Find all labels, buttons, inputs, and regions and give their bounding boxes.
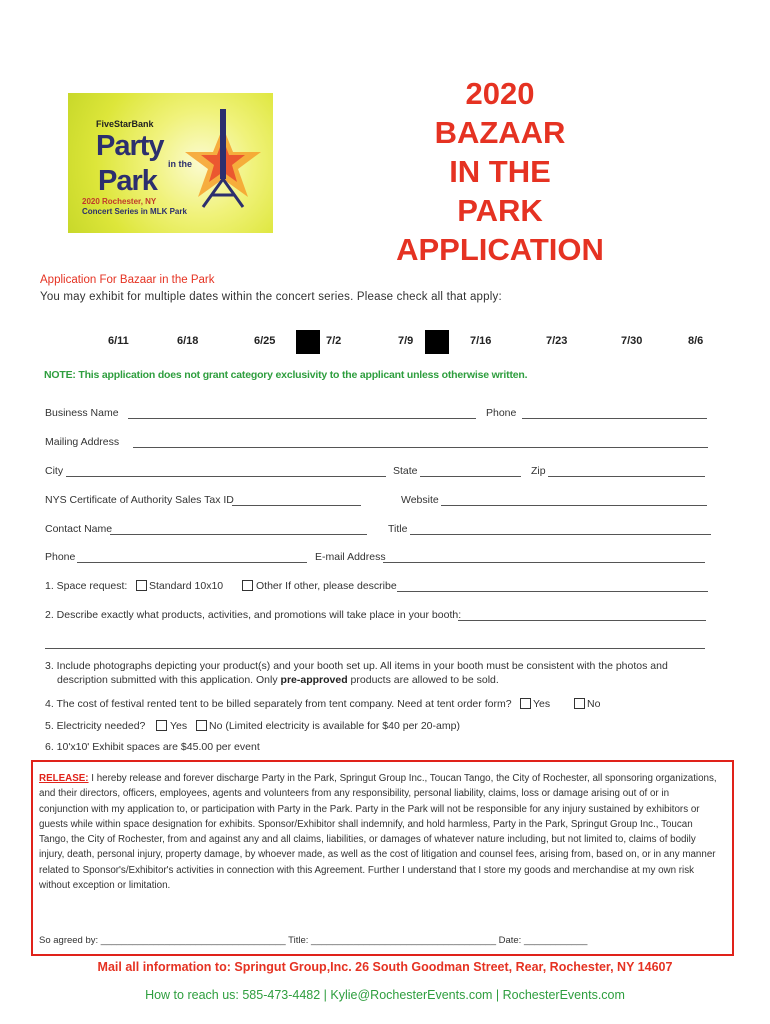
electricity-no-checkbox[interactable] [196, 720, 207, 731]
mailing-address-label: Mailing Address [45, 436, 120, 448]
title-line-3: IN THE [449, 154, 551, 189]
release-body: I hereby release and forever discharge Party in the Park, Springut Group Inc., Toucan Tango, the City of Rochester, all sponsoring organizations, and their directors, officers, employees, agents and volunteers from any responsibility, personal liability, claims, loss or damage arising out of or in conjunction with my application to, or participation with Party in the Park. Party in the Park will not be responsible for any injury sustained by exhibitors or guests while within space designation for exhibits. Sponsor/Exhibitor shall indemnify, and hold harmless, Party in the Park, Springut Group Inc., Toucan Tango, the City of Rochester, from and against any and all claims, liabilities, or damages of whatever nature including, but not limited to, claims of bodily injury, death, personal injury, property damage, by whoever made, as well as the cost of litigation and counsel fees, arising from, based on, or in any manner related to Sponsor's/Exhibitor's activities in connection with this Agreement. Further I understand that I store my goods and merchandise at my own risk without exception or limitation. [39, 773, 717, 892]
logo-line3: Park [98, 165, 157, 197]
q4-label: 4. The cost of festival rented tent to be billed separately from tent company. Need at tent order form? [45, 698, 512, 710]
q2-field-1[interactable] [458, 620, 706, 621]
date-7-23: 7/23 [546, 335, 568, 347]
q3-line2-pre: description submitted with this application. Only [57, 674, 281, 686]
logo-sub1: 2020 Rochester, NY [82, 197, 157, 206]
date-6-11: 6/11 [108, 335, 129, 347]
logo-line1: Party [96, 130, 164, 162]
nys-cert-field[interactable] [232, 505, 361, 506]
q2-field-2[interactable] [45, 648, 705, 649]
email-label: E-mail Address [315, 551, 386, 563]
standard-10x10-label: Standard 10x10 [149, 580, 224, 592]
date-6-25: 6/25 [254, 335, 276, 347]
contact-name-label: Contact Name [45, 523, 113, 535]
q3-line1: 3. Include photographs depicting your product(s) and your booth set up. All items in your booth must be consistent with the photos and [45, 660, 668, 672]
title-line-2: BAZAAR [434, 115, 566, 150]
release-text [39, 771, 719, 893]
tent-no-checkbox[interactable] [574, 698, 585, 709]
intro-text: You may exhibit for multiple dates within the concert series. Please check all that apply: [40, 291, 502, 303]
standard-10x10-checkbox[interactable] [136, 580, 147, 591]
mailing-address-field[interactable] [133, 447, 708, 448]
city-label: City [45, 465, 64, 477]
application-heading: Application For Bazaar in the Park [40, 274, 215, 286]
q3-line2 [57, 674, 499, 686]
contact-info: How to reach us: 585-473-4482 | Kylie@RochesterEvents.com | RochesterEvents.com [145, 988, 625, 1002]
state-label: State [393, 465, 418, 477]
date-6-18: 6/18 [177, 335, 199, 347]
electricity-yes-label: Yes [170, 720, 188, 732]
phone-field[interactable] [522, 418, 707, 419]
title-line-4: PARK [457, 193, 543, 228]
website-field[interactable] [441, 505, 707, 506]
q3-pre-approved: pre-approved [280, 674, 348, 686]
zip-field[interactable] [548, 476, 705, 477]
other-space-field[interactable] [397, 591, 708, 592]
tent-yes-label: Yes [533, 698, 551, 710]
website-label: Website [401, 494, 439, 506]
exclusivity-note: NOTE: This application does not grant category exclusivity to the applicant unless otherwise written. [44, 369, 528, 381]
date-7-2: 7/2 [326, 335, 342, 347]
phone2-field[interactable] [77, 562, 307, 563]
state-field[interactable] [420, 476, 521, 477]
date-7-2-checkbox[interactable] [296, 330, 320, 354]
business-name-field[interactable] [128, 418, 476, 419]
logo-sub2: Concert Series in MLK Park [82, 207, 187, 216]
party-in-the-park-logo [68, 93, 273, 233]
q3-line2-post: products are allowed to be sold. [347, 674, 499, 686]
tent-no-label: No [587, 698, 601, 710]
city-field[interactable] [66, 476, 386, 477]
title-field[interactable] [410, 534, 711, 535]
phone2-label: Phone [45, 551, 76, 563]
zip-label: Zip [531, 465, 546, 477]
date-7-9: 7/9 [398, 335, 414, 347]
other-space-checkbox[interactable] [242, 580, 253, 591]
phone-label: Phone [486, 407, 517, 419]
date-7-30: 7/30 [621, 335, 643, 347]
q2-label: 2. Describe exactly what products, activities, and promotions will take place in your booth: [45, 609, 462, 621]
business-name-label: Business Name [45, 407, 119, 419]
space-request-label: 1. Space request: [45, 580, 128, 592]
nys-cert-label: NYS Certificate of Authority Sales Tax ID [45, 494, 234, 506]
q6-label: 6. 10'x10' Exhibit spaces are $45.00 per event [45, 741, 260, 753]
guitar-star-icon [173, 107, 273, 217]
logo-brand: FiveStarBank [96, 119, 154, 129]
other-space-label: Other If other, please describe [256, 580, 397, 592]
electricity-no-label: No (Limited electricity is available for $40 per 20-amp) [209, 720, 460, 732]
electricity-yes-checkbox[interactable] [156, 720, 167, 731]
contact-name-field[interactable] [110, 534, 367, 535]
title-line-5: APPLICATION [396, 232, 604, 267]
signature-line[interactable]: So agreed by: ___________________________________ Title: ___________________________________ Date: ____________ [39, 935, 588, 946]
mail-info: Mail all information to: Springut Group,Inc. 26 South Goodman Street, Rear, Rochester, NY 14607 [97, 960, 673, 974]
q5-label: 5. Electricity needed? [45, 720, 146, 732]
date-7-16: 7/16 [470, 335, 492, 347]
page-title [380, 74, 620, 269]
date-7-9-checkbox[interactable] [425, 330, 449, 354]
title-label: Title [388, 523, 408, 535]
email-field[interactable] [383, 562, 705, 563]
release-heading: RELEASE: [39, 773, 89, 784]
tent-yes-checkbox[interactable] [520, 698, 531, 709]
title-line-1: 2020 [465, 76, 535, 111]
logo-line2: in the [168, 159, 192, 169]
date-8-6: 8/6 [688, 335, 704, 347]
